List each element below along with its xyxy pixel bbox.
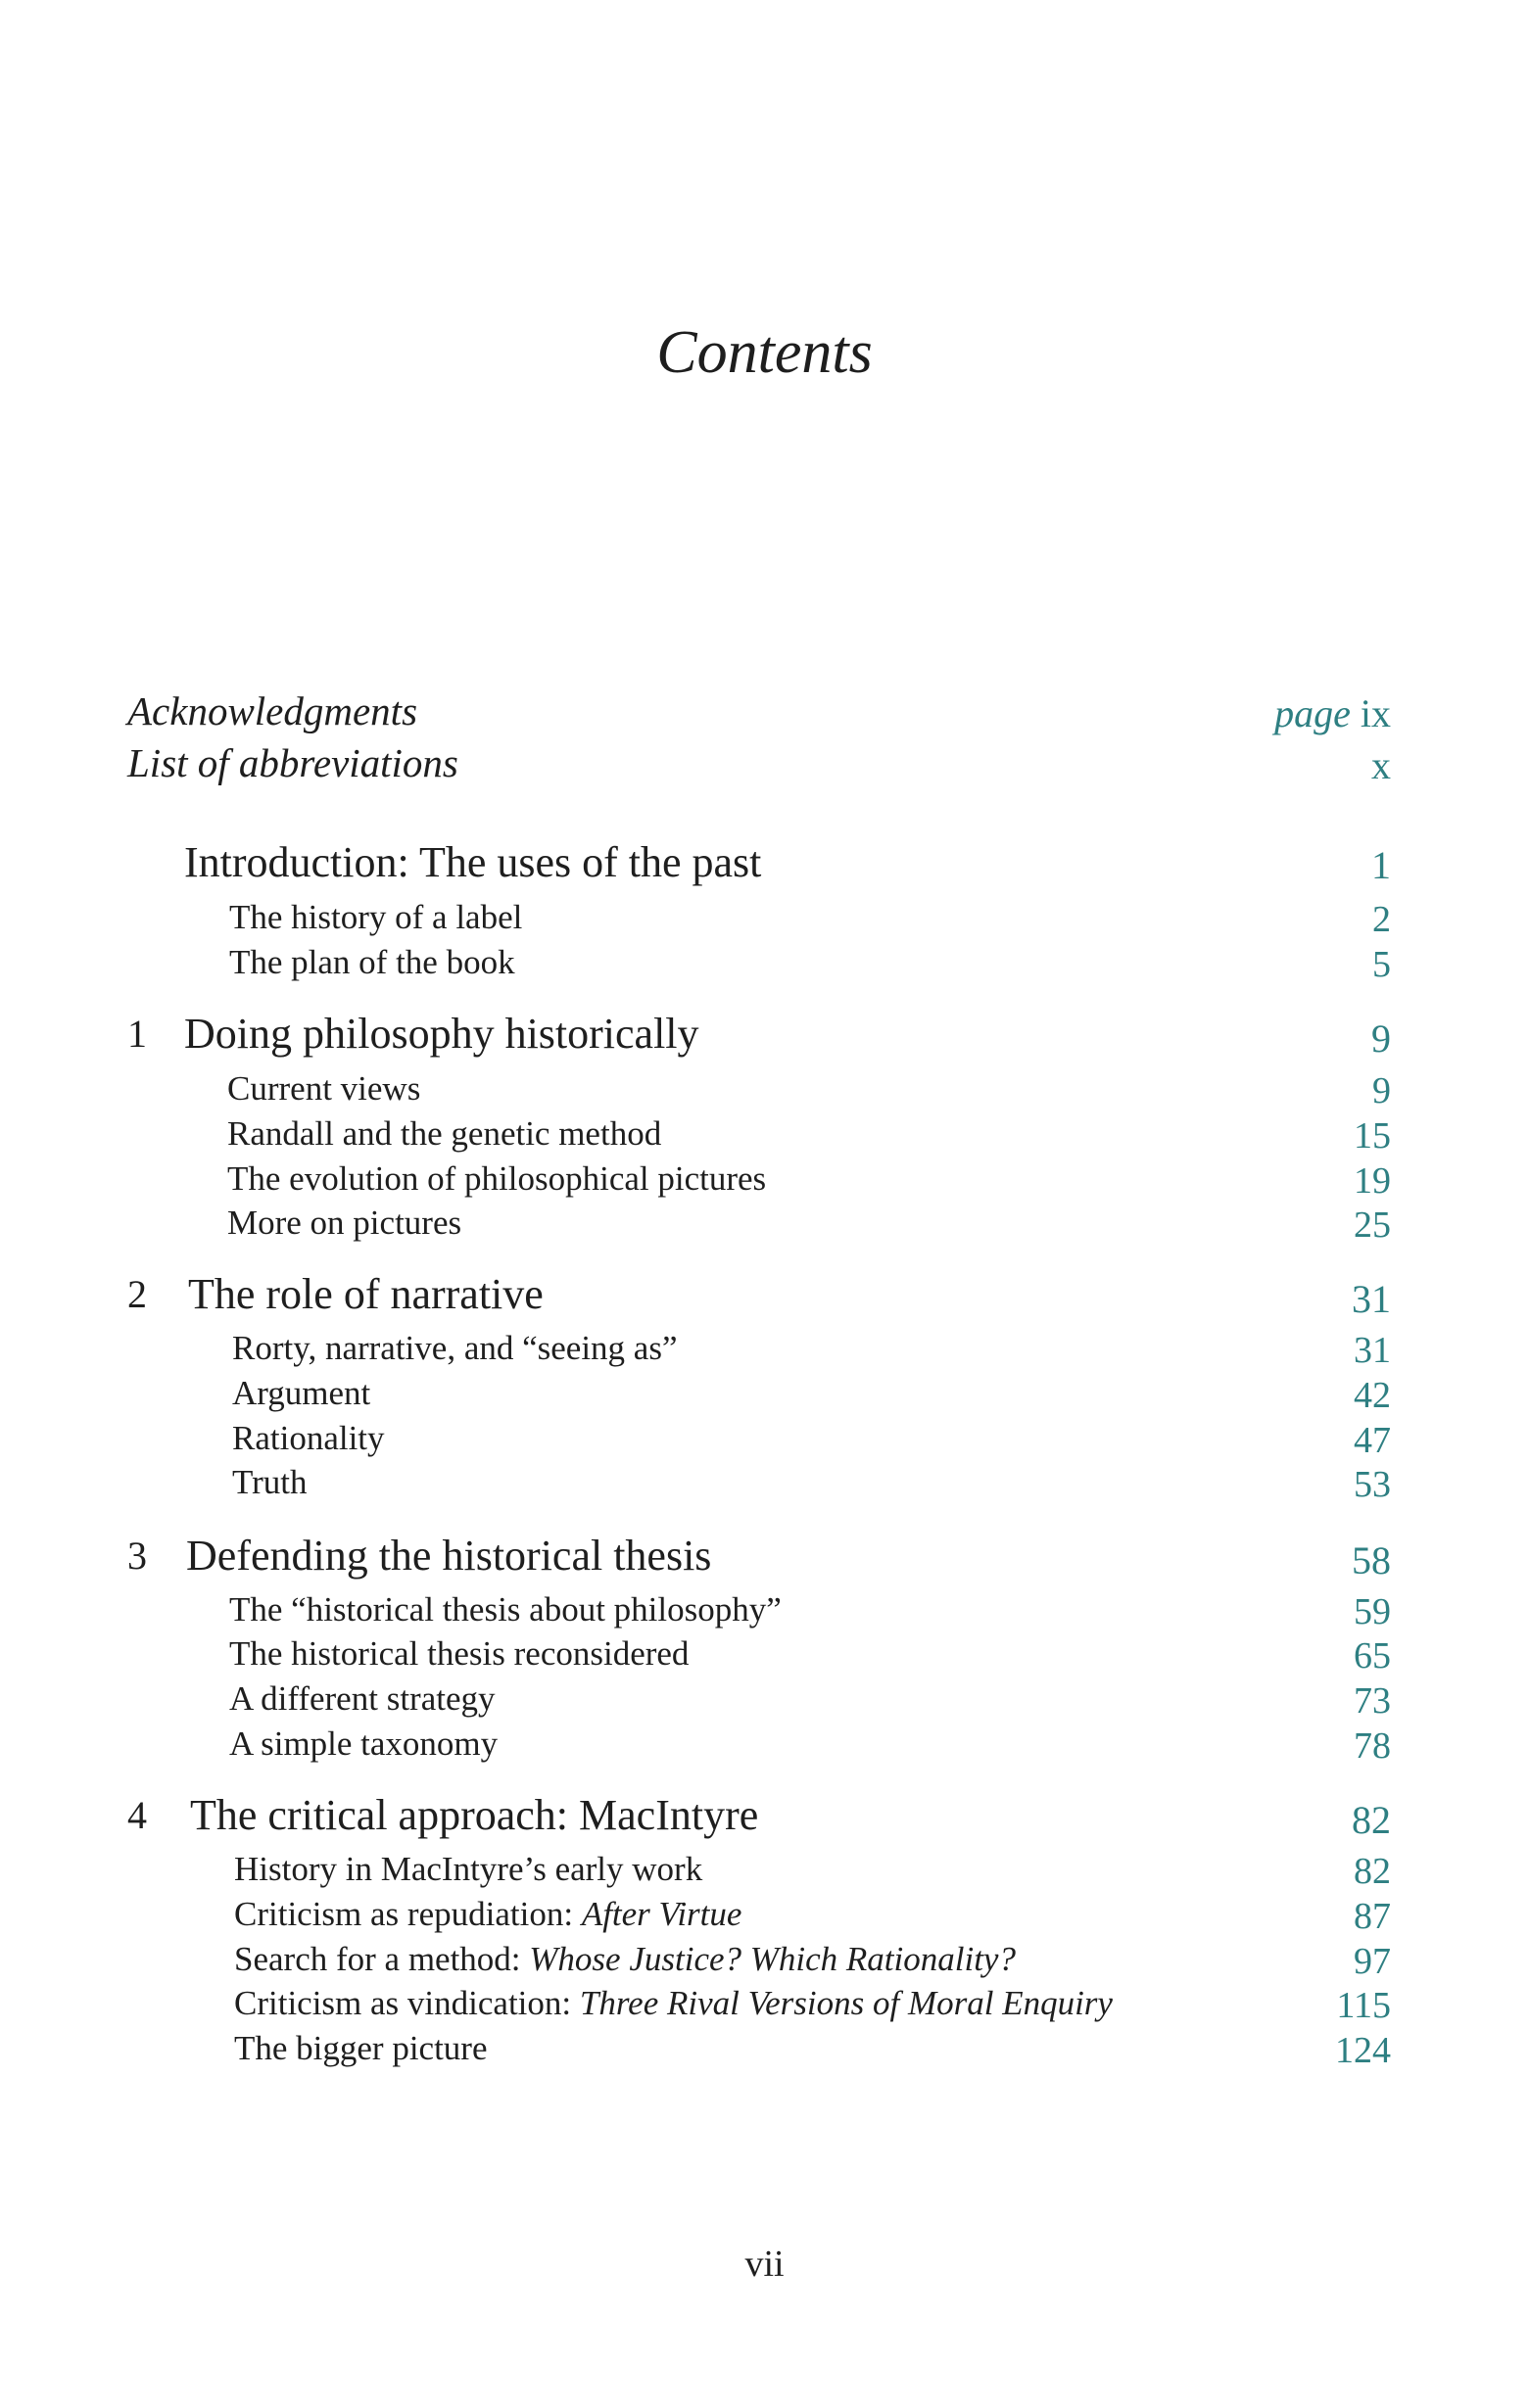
toc-section-page: 65 — [1354, 1635, 1391, 1676]
toc-section-page: 47 — [1354, 1420, 1391, 1461]
toc-section[interactable]: Randall and the genetic method — [227, 1114, 662, 1153]
toc-section-page: 73 — [1354, 1680, 1391, 1722]
toc-section[interactable]: Argument — [232, 1374, 371, 1412]
chapter-page: 9 — [1371, 1016, 1391, 1061]
toc-section[interactable] — [234, 1940, 1016, 1979]
section-title-italic: Three Rival Versions of Moral Enquiry — [579, 1984, 1113, 2022]
toc-section-page: 42 — [1354, 1375, 1391, 1416]
toc-section-page: 78 — [1354, 1725, 1391, 1767]
section-title-text: Search for a method: — [234, 1940, 530, 1978]
section-title-text: Criticism as repudiation: — [234, 1895, 582, 1933]
chapter-number: 4 — [127, 1793, 147, 1837]
toc-section-page: 82 — [1354, 1851, 1391, 1892]
toc-entry-acknowledgments[interactable]: Acknowledgments — [127, 688, 418, 733]
toc-section[interactable]: The “historical thesis about philosophy” — [229, 1590, 782, 1629]
toc-section-page: 53 — [1354, 1464, 1391, 1505]
section-title-italic: Whose Justice? Which Rationality? — [529, 1940, 1016, 1978]
section-title-text: Criticism as vindication: — [234, 1984, 580, 2022]
toc-introduction-title[interactable]: Introduction: The uses of the past — [184, 838, 762, 886]
toc-section[interactable]: Rorty, narrative, and “seeing as” — [232, 1329, 678, 1367]
toc-section[interactable] — [234, 1895, 741, 1934]
toc-section[interactable]: History in MacIntyre’s early work — [234, 1850, 703, 1888]
chapter-number: 3 — [127, 1534, 147, 1578]
chapter-title[interactable]: Doing philosophy historically — [184, 1010, 699, 1058]
page-title: Contents — [656, 319, 873, 386]
chapter-title[interactable]: The critical approach: MacIntyre — [190, 1791, 759, 1839]
toc-section[interactable]: Rationality — [232, 1419, 385, 1457]
toc-section-page: 97 — [1354, 1941, 1391, 1982]
toc-page-abbreviations: x — [1371, 743, 1391, 787]
toc-section[interactable]: The history of a label — [229, 898, 523, 936]
toc-section[interactable]: The plan of the book — [229, 943, 515, 981]
toc-section[interactable]: Current views — [227, 1069, 421, 1108]
toc-section-page: 5 — [1372, 944, 1391, 985]
toc-introduction-page: 1 — [1371, 843, 1391, 887]
chapter-page: 58 — [1352, 1538, 1391, 1582]
toc-section-page: 31 — [1354, 1330, 1391, 1371]
toc-section[interactable]: The evolution of philosophical pictures — [227, 1159, 767, 1198]
chapter-page: 31 — [1352, 1277, 1391, 1321]
toc-page-acknowledgments — [1274, 690, 1391, 736]
chapter-title[interactable]: The role of narrative — [188, 1270, 544, 1318]
toc-section[interactable]: The historical thesis reconsidered — [229, 1634, 690, 1673]
toc-section-page: 87 — [1354, 1896, 1391, 1937]
section-title-italic: After Virtue — [581, 1895, 742, 1933]
toc-section[interactable]: The bigger picture — [234, 2029, 488, 2067]
page-prefix: page — [1274, 691, 1351, 735]
chapter-page: 82 — [1352, 1798, 1391, 1842]
toc-section[interactable]: More on pictures — [227, 1204, 462, 1242]
chapter-number: 1 — [127, 1012, 147, 1056]
toc-section[interactable]: A different strategy — [229, 1679, 496, 1718]
toc-section-page: 59 — [1354, 1591, 1391, 1632]
toc-section-page: 9 — [1372, 1070, 1391, 1111]
page-number-footer: vii — [744, 2243, 785, 2285]
chapter-title[interactable]: Defending the historical thesis — [186, 1532, 712, 1580]
toc-section-page: 15 — [1354, 1115, 1391, 1157]
toc-section[interactable]: Truth — [232, 1463, 308, 1501]
page-number: ix — [1360, 691, 1391, 735]
chapter-number: 2 — [127, 1272, 147, 1316]
toc-section-page: 2 — [1372, 899, 1391, 940]
toc-entry-abbreviations[interactable]: List of abbreviations — [127, 740, 458, 785]
toc-section[interactable]: A simple taxonomy — [229, 1724, 499, 1763]
toc-section-page: 124 — [1335, 2030, 1391, 2071]
toc-section-page: 19 — [1354, 1160, 1391, 1202]
toc-section-page: 25 — [1354, 1204, 1391, 1246]
toc-section[interactable] — [234, 1984, 1113, 2023]
toc-section-page: 115 — [1336, 1985, 1391, 2026]
